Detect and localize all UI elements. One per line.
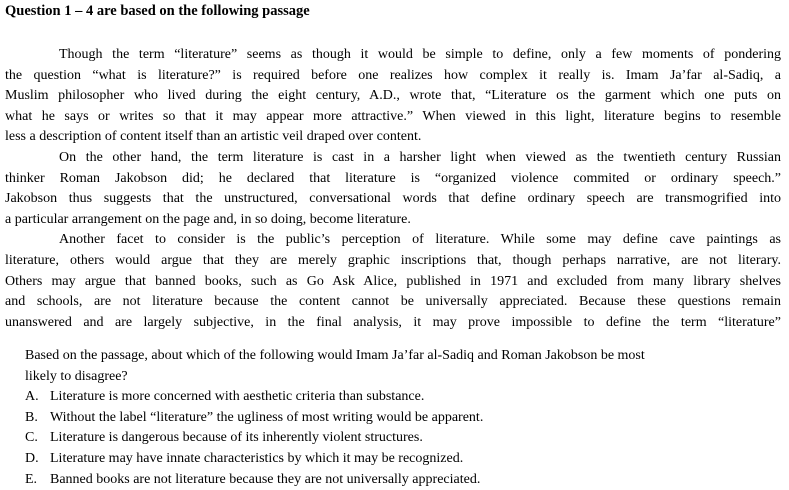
option-text: Literature may have innate characteristics by which it may be recognized.	[50, 450, 464, 466]
answer-option-c[interactable]	[25, 428, 777, 449]
passage-line: On the other hand, the term literature is cast in a harsher light when viewed as the twentieth century Russian	[59, 149, 781, 165]
question-stem-line: likely to disagree?	[25, 368, 128, 384]
passage-line: what he says or writes so that it may appear more attractive.” When viewed in this light, literature begins to resemble	[5, 108, 781, 124]
passage-line: a particular arrangement on the page and, in so doing, become literature.	[5, 211, 411, 227]
passage-line: less a description of content itself than an artistic veil draped over content.	[5, 129, 422, 145]
answer-option-b[interactable]	[25, 408, 777, 429]
passage-line: unanswered and are largely subjective, in the final analysis, it may prove impossible to define the term “literature”	[5, 314, 781, 330]
question-block	[25, 346, 777, 490]
option-letter: B.	[25, 409, 38, 425]
option-letter: D.	[25, 450, 39, 466]
passage-line: Jakobson thus suggests that the unstructured, conversational words that define ordinary speech are transmogrified into	[5, 191, 781, 207]
passage-line: thinker Roman Jakobson did; he declared that literature is “organized violence commited or ordinary speech.”	[5, 170, 781, 186]
passage-line: and schools, are not literature because the content cannot be universally appreciated. Because these questions remain	[5, 294, 781, 310]
option-letter: E.	[25, 471, 38, 487]
option-text: Literature is dangerous because of its inherently violent structures.	[50, 430, 423, 446]
passage-line: the question “what is literature?” is required before one realizes how complex it really is. Imam Ja’far al-Sadiq, a	[5, 67, 781, 83]
passage-line: Muslim philosopher who lived during the eight century, A.D., wrote that, “Literature os the garment which one puts on	[5, 88, 781, 104]
passage-line: literature, others would argue that they are merely graphic inscriptions that, though perhaps narrative, are not literary.	[5, 252, 781, 268]
passage	[5, 45, 781, 333]
option-text: Banned books are not literature because they are not universally appreciated.	[50, 471, 481, 487]
answer-option-d[interactable]	[25, 449, 777, 470]
passage-line: Others may argue that banned books, such as Go Ask Alice, published in 1971 and excluded from many library shelves	[5, 273, 781, 289]
question-heading: Question 1 – 4 are based on the following passage	[5, 3, 310, 19]
option-letter: A.	[25, 389, 39, 405]
question-stem-line: Based on the passage, about which of the following would Imam Ja’far al-Sadiq and Roman Jakobson be most	[25, 348, 645, 363]
passage-line: Another facet to consider is the public’s perception of literature. While some may define cave paintings as	[59, 232, 781, 248]
option-text: Literature is more concerned with aesthetic criteria than substance.	[50, 389, 425, 405]
passage-line: Though the term “literature” seems as though it would be simple to define, only a few moments of pondering	[59, 47, 781, 62]
answer-option-a[interactable]	[25, 387, 777, 408]
option-text: Without the label “literature” the ugliness of most writing would be apparent.	[50, 409, 484, 425]
answer-options	[25, 387, 777, 490]
option-letter: C.	[25, 430, 38, 446]
